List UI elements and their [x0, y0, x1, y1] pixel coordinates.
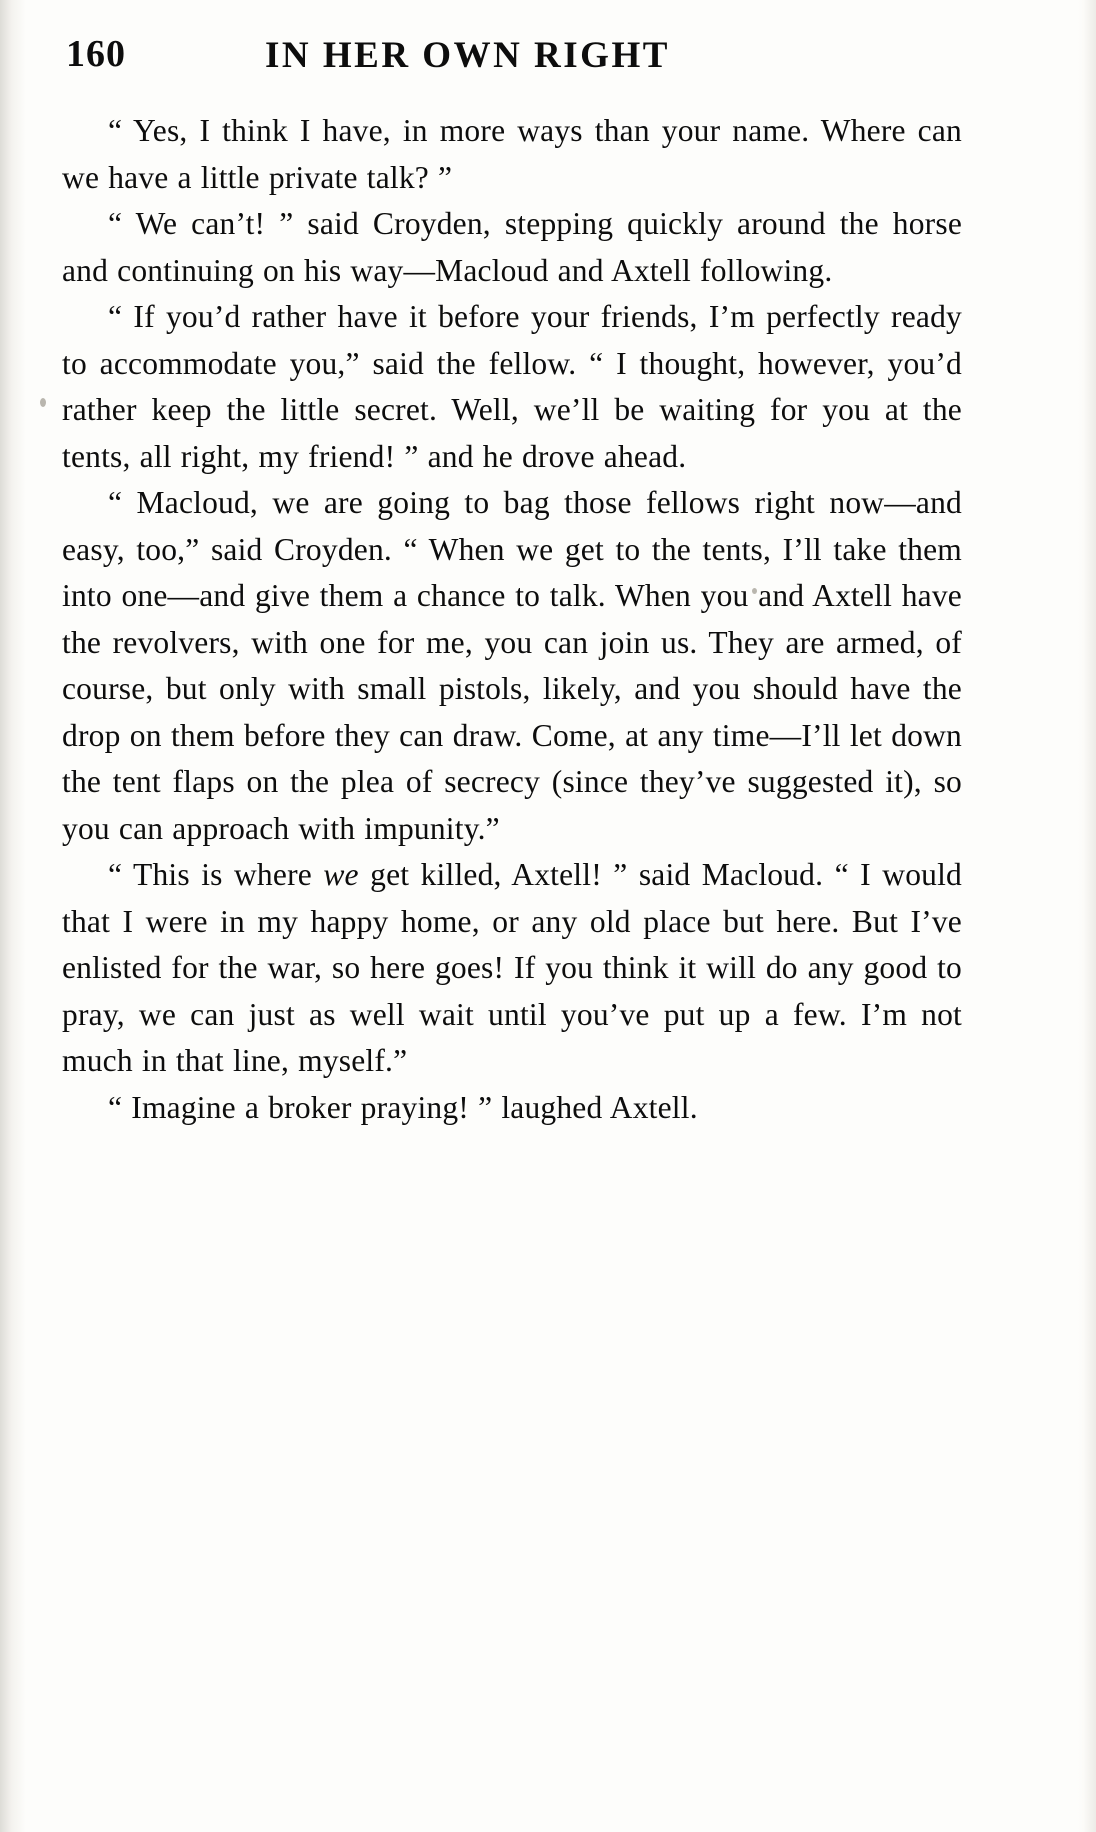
page-left-edge-shadow — [0, 0, 26, 1832]
paragraph: “ We can’t! ” said Croyden, stepping quickly around the horse and continuing on his way—Macloud and Axtell following. — [62, 206, 962, 288]
running-head-title: IN HER OWN RIGHT — [265, 35, 670, 76]
paragraph: “ If you’d rather have it before your friends, I’m perfectly ready to accommodate you,” said the fellow. “ I thought, however, you’d rather keep the little secret. Well, we’ll be waiting for you at the tents, all right, my friend! ” and he drove ahead. — [62, 299, 962, 474]
page-body — [62, 108, 962, 1131]
paragraph-with-emphasis — [62, 852, 962, 1085]
page-number: 160 — [66, 33, 126, 75]
paragraph-text-before-emphasis: “ This is where — [108, 857, 324, 892]
page-header — [60, 32, 960, 88]
paragraph: “ Imagine a broker praying! ” laughed Axtell. — [108, 1089, 698, 1125]
paragraph: “ Yes, I think I have, in more ways than your name. Where can we have a little private talk? ” — [62, 113, 962, 195]
paragraph: “ Macloud, we are going to bag those fellows right now—and easy, too,” said Croyden. “ When we get to the tents, I’ll take them into one—and give them a chance to talk. When you and Axtell have the revolvers, with one for me, you can join us. They are armed, of course, but only with small pistols, likely, and you should have the drop on them before they can draw. Come, at any time—I’ll let down the tent flaps on the plea of secrecy (since they’ve suggested it), so you can approach with impunity.” — [62, 485, 962, 846]
emphasized-word: we — [323, 857, 359, 892]
paragraph-text-after-emphasis: get killed, Axtell! ” said Macloud. “ I would that I were in my happy home, or any old place but here. But I’ve enlisted for the war, so here goes! If you think it will do any good to pray, we can just as well wait until you’ve put up a few. I’m not much in that line, myself.” — [62, 857, 962, 1078]
page-right-edge-shadow — [1078, 0, 1096, 1832]
scan-speck — [40, 398, 46, 407]
